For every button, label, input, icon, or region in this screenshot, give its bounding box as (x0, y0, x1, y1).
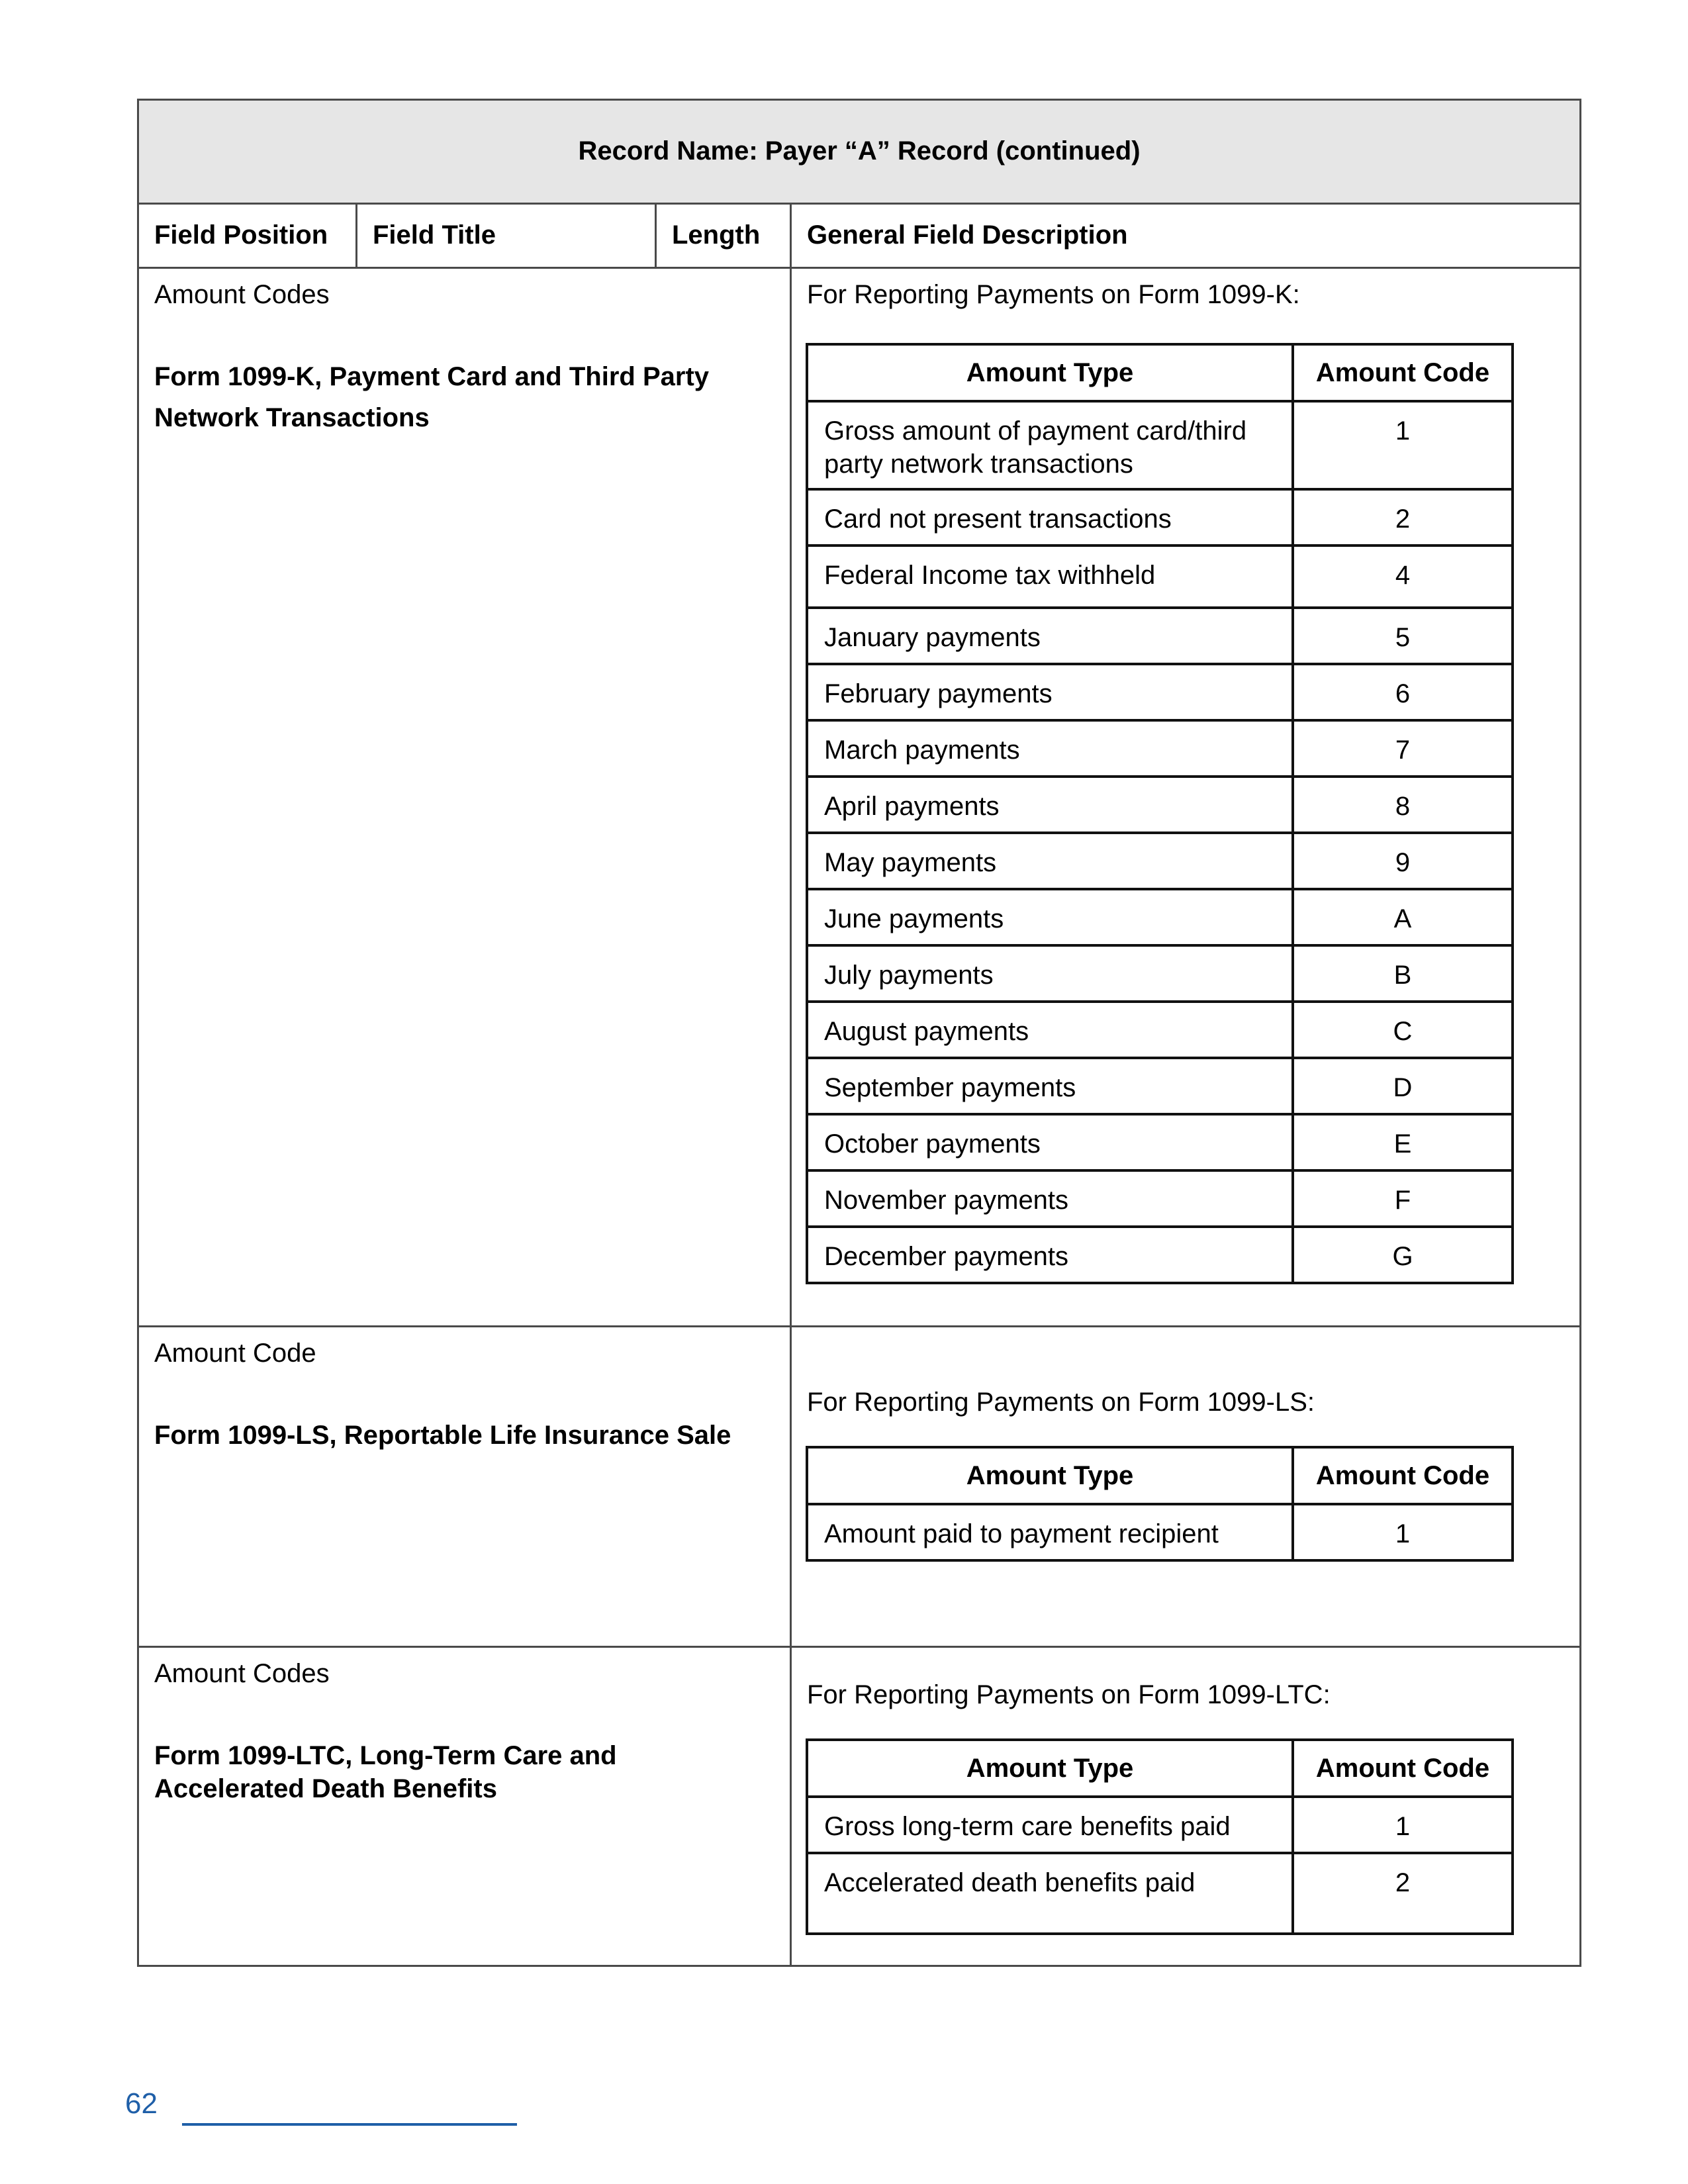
amount-type-cell (807, 401, 1293, 489)
form-title-line: Form 1099-LTC, Long-Term Care and (154, 1741, 617, 1770)
table-row (807, 777, 1513, 833)
amount-code-cell: C (1293, 1002, 1513, 1058)
amount-type-line: party network transactions (824, 450, 1133, 479)
description-intro: For Reporting Payments on Form 1099-K: (807, 280, 1300, 309)
table-row (807, 608, 1513, 664)
amount-code-cell: E (1293, 1114, 1513, 1170)
amount-type-cell: April payments (807, 777, 1293, 833)
amount-code-cell: 6 (1293, 664, 1513, 720)
table-row (807, 889, 1513, 945)
form-title-line: Form 1099-K, Payment Card and Third Party (154, 362, 710, 391)
table-row (807, 489, 1513, 546)
amount-code-cell: 4 (1293, 546, 1513, 608)
amount-code-table-1099ltc (806, 1738, 1514, 1935)
amount-code-cell: 1 (1293, 401, 1513, 489)
header-field-position: Field Position (154, 220, 328, 250)
amount-code-cell: 2 (1293, 489, 1513, 546)
field-title-amount-codes: Amount Codes (154, 280, 330, 309)
header-length: Length (672, 220, 761, 250)
header-band-rule (137, 203, 1581, 205)
amount-code-cell: A (1293, 889, 1513, 945)
amount-type-cell: Card not present transactions (807, 489, 1293, 546)
table-row (807, 1114, 1513, 1170)
description-intro: For Reporting Payments on Form 1099-LTC: (807, 1680, 1331, 1709)
amount-code-cell: D (1293, 1058, 1513, 1114)
footer-rule (182, 2123, 517, 2126)
amount-type-cell: Federal Income tax withheld (807, 546, 1293, 608)
amount-type-cell: January payments (807, 608, 1293, 664)
amount-type-cell: September payments (807, 1058, 1293, 1114)
column-header-amount-type: Amount Type (807, 344, 1293, 401)
col-divider-3 (790, 203, 792, 1967)
amount-code-cell: 5 (1293, 608, 1513, 664)
amount-type-cell: Accelerated death benefits paid (807, 1853, 1293, 1934)
amount-type-cell: October payments (807, 1114, 1293, 1170)
field-title-amount-code: Amount Code (154, 1339, 316, 1368)
col-divider-2 (655, 203, 657, 269)
amount-type-cell: May payments (807, 833, 1293, 889)
table-row (807, 1797, 1513, 1853)
amount-code-cell: 2 (1293, 1853, 1513, 1934)
table-row (807, 664, 1513, 720)
amount-code-cell: 1 (1293, 1797, 1513, 1853)
table-left-border (137, 99, 139, 1967)
table-row (807, 1853, 1513, 1934)
table-right-border (1579, 99, 1581, 1967)
description-intro: For Reporting Payments on Form 1099-LS: (807, 1388, 1315, 1417)
table-bottom-border (137, 1965, 1581, 1967)
amount-code-cell: 8 (1293, 777, 1513, 833)
column-header-amount-code: Amount Code (1293, 1447, 1513, 1504)
table-row (807, 945, 1513, 1002)
table-row (807, 1504, 1513, 1560)
table-row (807, 546, 1513, 608)
amount-code-cell: 9 (1293, 833, 1513, 889)
table-row (807, 1227, 1513, 1283)
amount-code-table-1099k (806, 343, 1514, 1284)
column-header-amount-type: Amount Type (807, 1447, 1293, 1504)
amount-type-cell: November payments (807, 1170, 1293, 1227)
form-title-line: Network Transactions (154, 403, 430, 432)
amount-type-cell: July payments (807, 945, 1293, 1002)
form-title-line: Form 1099-LS, Reportable Life Insurance Sale (154, 1421, 731, 1450)
amount-type-cell: Gross long-term care benefits paid (807, 1797, 1293, 1853)
amount-code-table-1099ls (806, 1446, 1514, 1562)
amount-code-cell: F (1293, 1170, 1513, 1227)
amount-type-cell: December payments (807, 1227, 1293, 1283)
table-row (807, 401, 1513, 489)
field-title-amount-codes: Amount Codes (154, 1659, 330, 1688)
column-header-amount-code: Amount Code (1293, 1740, 1513, 1797)
column-header-rule (137, 267, 1581, 269)
header-field-title: Field Title (373, 220, 496, 250)
column-header-amount-code: Amount Code (1293, 344, 1513, 401)
form-title-line: Accelerated Death Benefits (154, 1774, 497, 1803)
amount-type-cell: March payments (807, 720, 1293, 777)
amount-code-cell: G (1293, 1227, 1513, 1283)
table-row (807, 720, 1513, 777)
amount-type-cell: Amount paid to payment recipient (807, 1504, 1293, 1560)
table-row (807, 1002, 1513, 1058)
section-1-rule (137, 1325, 1581, 1327)
header-description: General Field Description (807, 220, 1128, 250)
column-header-amount-type: Amount Type (807, 1740, 1293, 1797)
section-2-rule (137, 1646, 1581, 1648)
table-row (807, 1058, 1513, 1114)
record-title: Record Name: Payer “A” Record (continued) (578, 136, 1141, 166)
col-divider-1 (355, 203, 357, 269)
amount-code-cell: 7 (1293, 720, 1513, 777)
table-top-border (137, 99, 1581, 101)
amount-type-cell: August payments (807, 1002, 1293, 1058)
amount-type-cell: February payments (807, 664, 1293, 720)
amount-type-line: Gross amount of payment card/third (824, 416, 1247, 446)
amount-code-cell: 1 (1293, 1504, 1513, 1560)
table-row (807, 833, 1513, 889)
page-number: 62 (125, 2087, 158, 2120)
amount-type-cell: June payments (807, 889, 1293, 945)
amount-code-cell: B (1293, 945, 1513, 1002)
table-row (807, 1170, 1513, 1227)
